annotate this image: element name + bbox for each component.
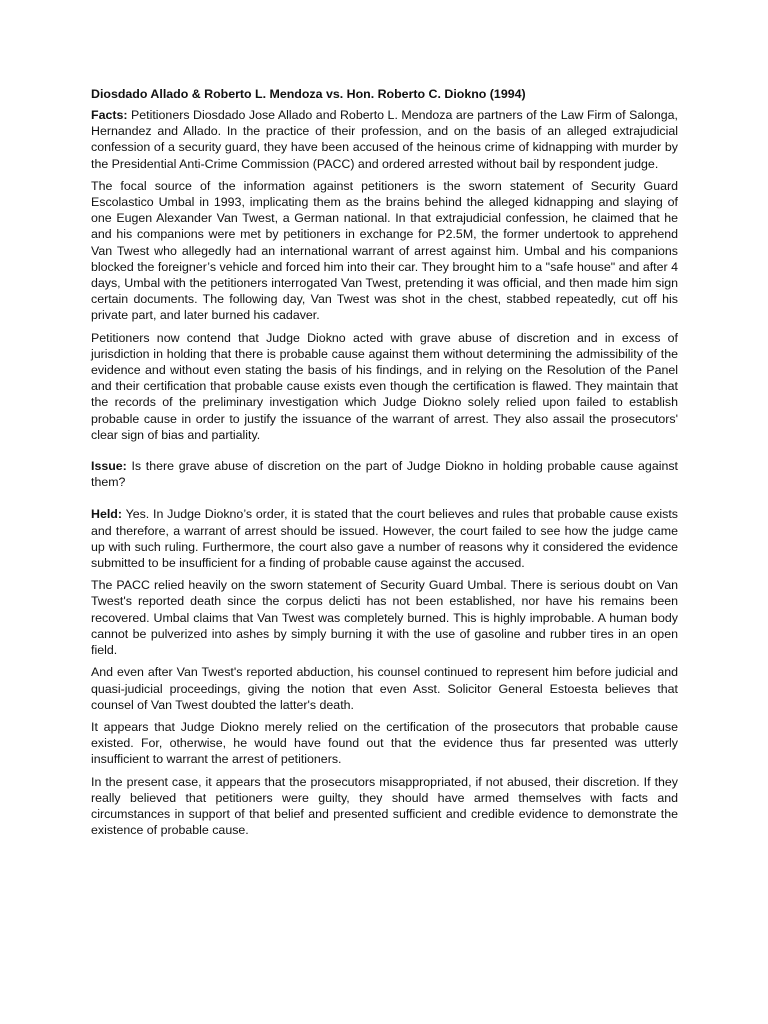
- issue-label: Issue:: [91, 459, 127, 474]
- held-paragraph-4: It appears that Judge Diokno merely relied on the certification of the prosecutors that probable cause existed. For, otherwise, he would have found out that the evidence thus far presented was utterly insufficient to warrant the arrest of petitioners.: [91, 719, 678, 767]
- facts-paragraph: [91, 107, 678, 172]
- issue-text: Is there grave abuse of discretion on the part of Judge Diokno in holding probable cause against them?: [91, 459, 678, 490]
- facts-text: Petitioners Diosdado Jose Allado and Roberto L. Mendoza are partners of the Law Firm of Salonga, Hernandez and Allado. In the practice of their profession, and on the basis of an alleged extrajudicial confession of a security guard, they have been accused of the heinous crime of kidnapping with murder by the Presidential Anti-Crime Commission (PACC) and ordered arrested without bail by respondent judge.: [91, 108, 678, 171]
- held-paragraph: [91, 506, 678, 571]
- facts-paragraph-2: The focal source of the information against petitioners is the sworn statement of Security Guard Escolastico Umbal in 1993, implicating them as the brains behind the alleged kidnapping and slaying of one Eugen Alexander Van Twest, a German national. In that extrajudicial confession, he claimed that he and his companions were met by petitioners in exchange for P2.5M, the former undertook to apprehend Van Twest who allegedly had an international warrant of arrest against him. Umbal and his companions blocked the foreigner’s vehicle and forced him into their car. They brought him to a "safe house" and after 4 days, Umbal with the petitioners interrogated Van Twest, pretending it was official, and then made him sign certain documents. The following day, Van Twest was shot in the chest, stabbed repeatedly, cut off his private part, and later burned his cadaver.: [91, 178, 678, 323]
- case-title: Diosdado Allado & Roberto L. Mendoza vs. Hon. Roberto C. Diokno (1994): [91, 87, 526, 101]
- held-label: Held:: [91, 507, 122, 522]
- held-paragraph-2: The PACC relied heavily on the sworn statement of Security Guard Umbal. There is serious doubt on Van Twest's reported death since the corpus delicti has not been established, nor have his remains been recovered. Umbal claims that Van Twest was completely burned. This is highly improbable. A human body cannot be pulverized into ashes by simply burning it with the use of gasoline and rubber tires in an open field.: [91, 578, 678, 658]
- held-paragraph-3: And even after Van Twest's reported abduction, his counsel continued to represent him before judicial and quasi-judicial proceedings, giving the notion that even Asst. Solicitor General Estoesta believes that counsel of Van Twest doubted the latter's death.: [91, 665, 678, 712]
- facts-paragraph-3: Petitioners now contend that Judge Diokno acted with grave abuse of discretion and in excess of jurisdiction in holding that there is probable cause against them without determining the admissibility of the evidence and without even stating the basis of his findings, and in relying on the Resolution of the Panel and their certification that probable cause exists even though the certification is flawed. They maintain that the records of the preliminary investigation which Judge Diokno solely relied upon failed to establish probable cause in order to justify the issuance of the warrant of arrest. They also assail the prosecutors' clear sign of bias and partiality.: [91, 330, 678, 442]
- issue-paragraph: [91, 458, 678, 490]
- facts-label: Facts:: [91, 108, 128, 122]
- document-body: [91, 86, 678, 844]
- held-paragraph-5: In the present case, it appears that the prosecutors misappropriated, if not abused, their discretion. If they really believed that petitioners were guilty, they should have armed themselves with facts and circumstances in support of that belief and presented sufficient and credible evidence to demonstrate the existence of probable cause.: [91, 774, 678, 838]
- held-text: Yes. In Judge Diokno’s order, it is stated that the court believes and rules that probable cause exists and therefore, a warrant of arrest should be issued. However, the court failed to see how the judge came up with such ruling. Furthermore, the court also gave a number of reasons why it considered the evidence submitted to be insufficient for a finding of probable cause against the accused.: [91, 507, 678, 571]
